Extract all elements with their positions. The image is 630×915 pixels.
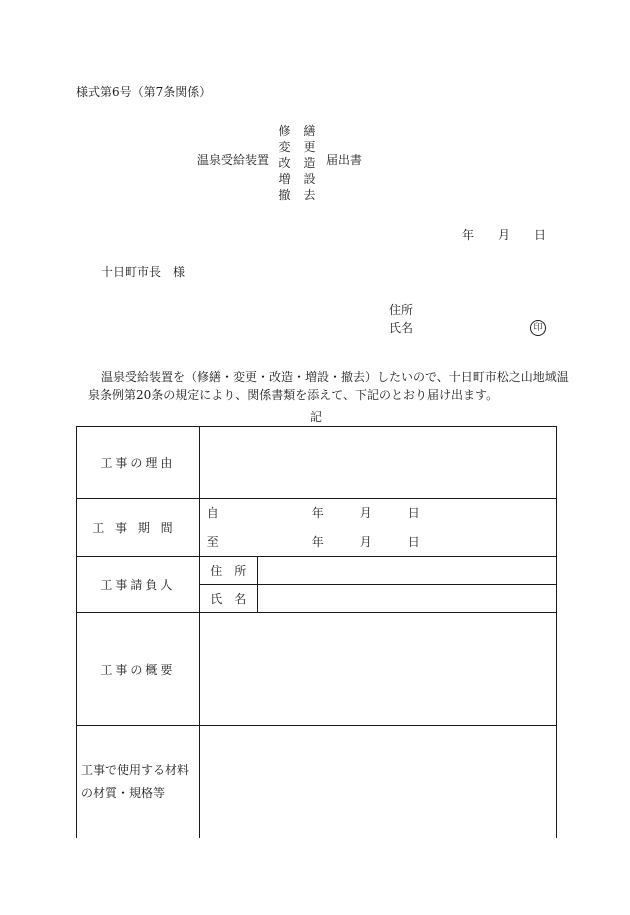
overview-value[interactable] <box>199 613 556 726</box>
date-day-label: 日 <box>534 228 547 242</box>
reason-label: 工事の理由 <box>77 427 200 499</box>
contractor-address-row <box>77 557 557 585</box>
contractor-name-label: 氏 名 <box>199 585 257 613</box>
title-option-change: 変 更 <box>278 140 316 154</box>
reason-value[interactable] <box>199 427 556 499</box>
ki-label: 記 <box>310 410 323 424</box>
title-option-remove: 撤 去 <box>278 188 316 202</box>
materials-label: 工事で使用する材料 の材質・規格等 <box>77 726 200 838</box>
form-table <box>76 426 557 838</box>
body-text-line-2: 泉条例第20条の規定により、関係書類を添えて、下記のとおり届け出ます。 <box>88 388 499 402</box>
seal-mark: 印 <box>530 320 546 336</box>
applicant-name-label: 氏名 <box>389 321 414 335</box>
contractor-name-value[interactable] <box>257 585 556 613</box>
title-option-extend: 増 設 <box>278 172 316 186</box>
title-prefix: 温泉受給装置 <box>197 153 270 167</box>
reason-row <box>77 427 557 499</box>
materials-row <box>77 726 557 838</box>
period-to-cell[interactable]: 至 年 月 日 <box>199 529 556 557</box>
period-from-row <box>77 499 557 529</box>
overview-row <box>77 613 557 726</box>
period-label: 工事期間 <box>77 499 200 557</box>
title-option-remodel: 改 造 <box>278 156 316 170</box>
title-option-repair: 修 繕 <box>278 124 316 138</box>
materials-value[interactable] <box>199 726 556 838</box>
contractor-address-value[interactable] <box>257 557 556 585</box>
title-suffix: 届出書 <box>326 153 363 167</box>
period-from-cell[interactable]: 自 年 月 日 <box>199 499 556 529</box>
body-text-line-1: 温泉受給装置を（修繕・変更・改造・増設・撤去）したいので、十日町市松之山地域温 <box>101 370 569 384</box>
overview-label: 工事の概要 <box>77 613 200 726</box>
date-month-label: 月 <box>498 228 511 242</box>
date-year-label: 年 <box>462 228 475 242</box>
contractor-label: 工事請負人 <box>77 557 200 613</box>
addressee: 十日町市長 様 <box>101 265 186 279</box>
contractor-address-label: 住 所 <box>199 557 257 585</box>
applicant-address-label: 住所 <box>389 303 414 317</box>
form-number: 様式第6号（第7条関係） <box>76 85 212 99</box>
